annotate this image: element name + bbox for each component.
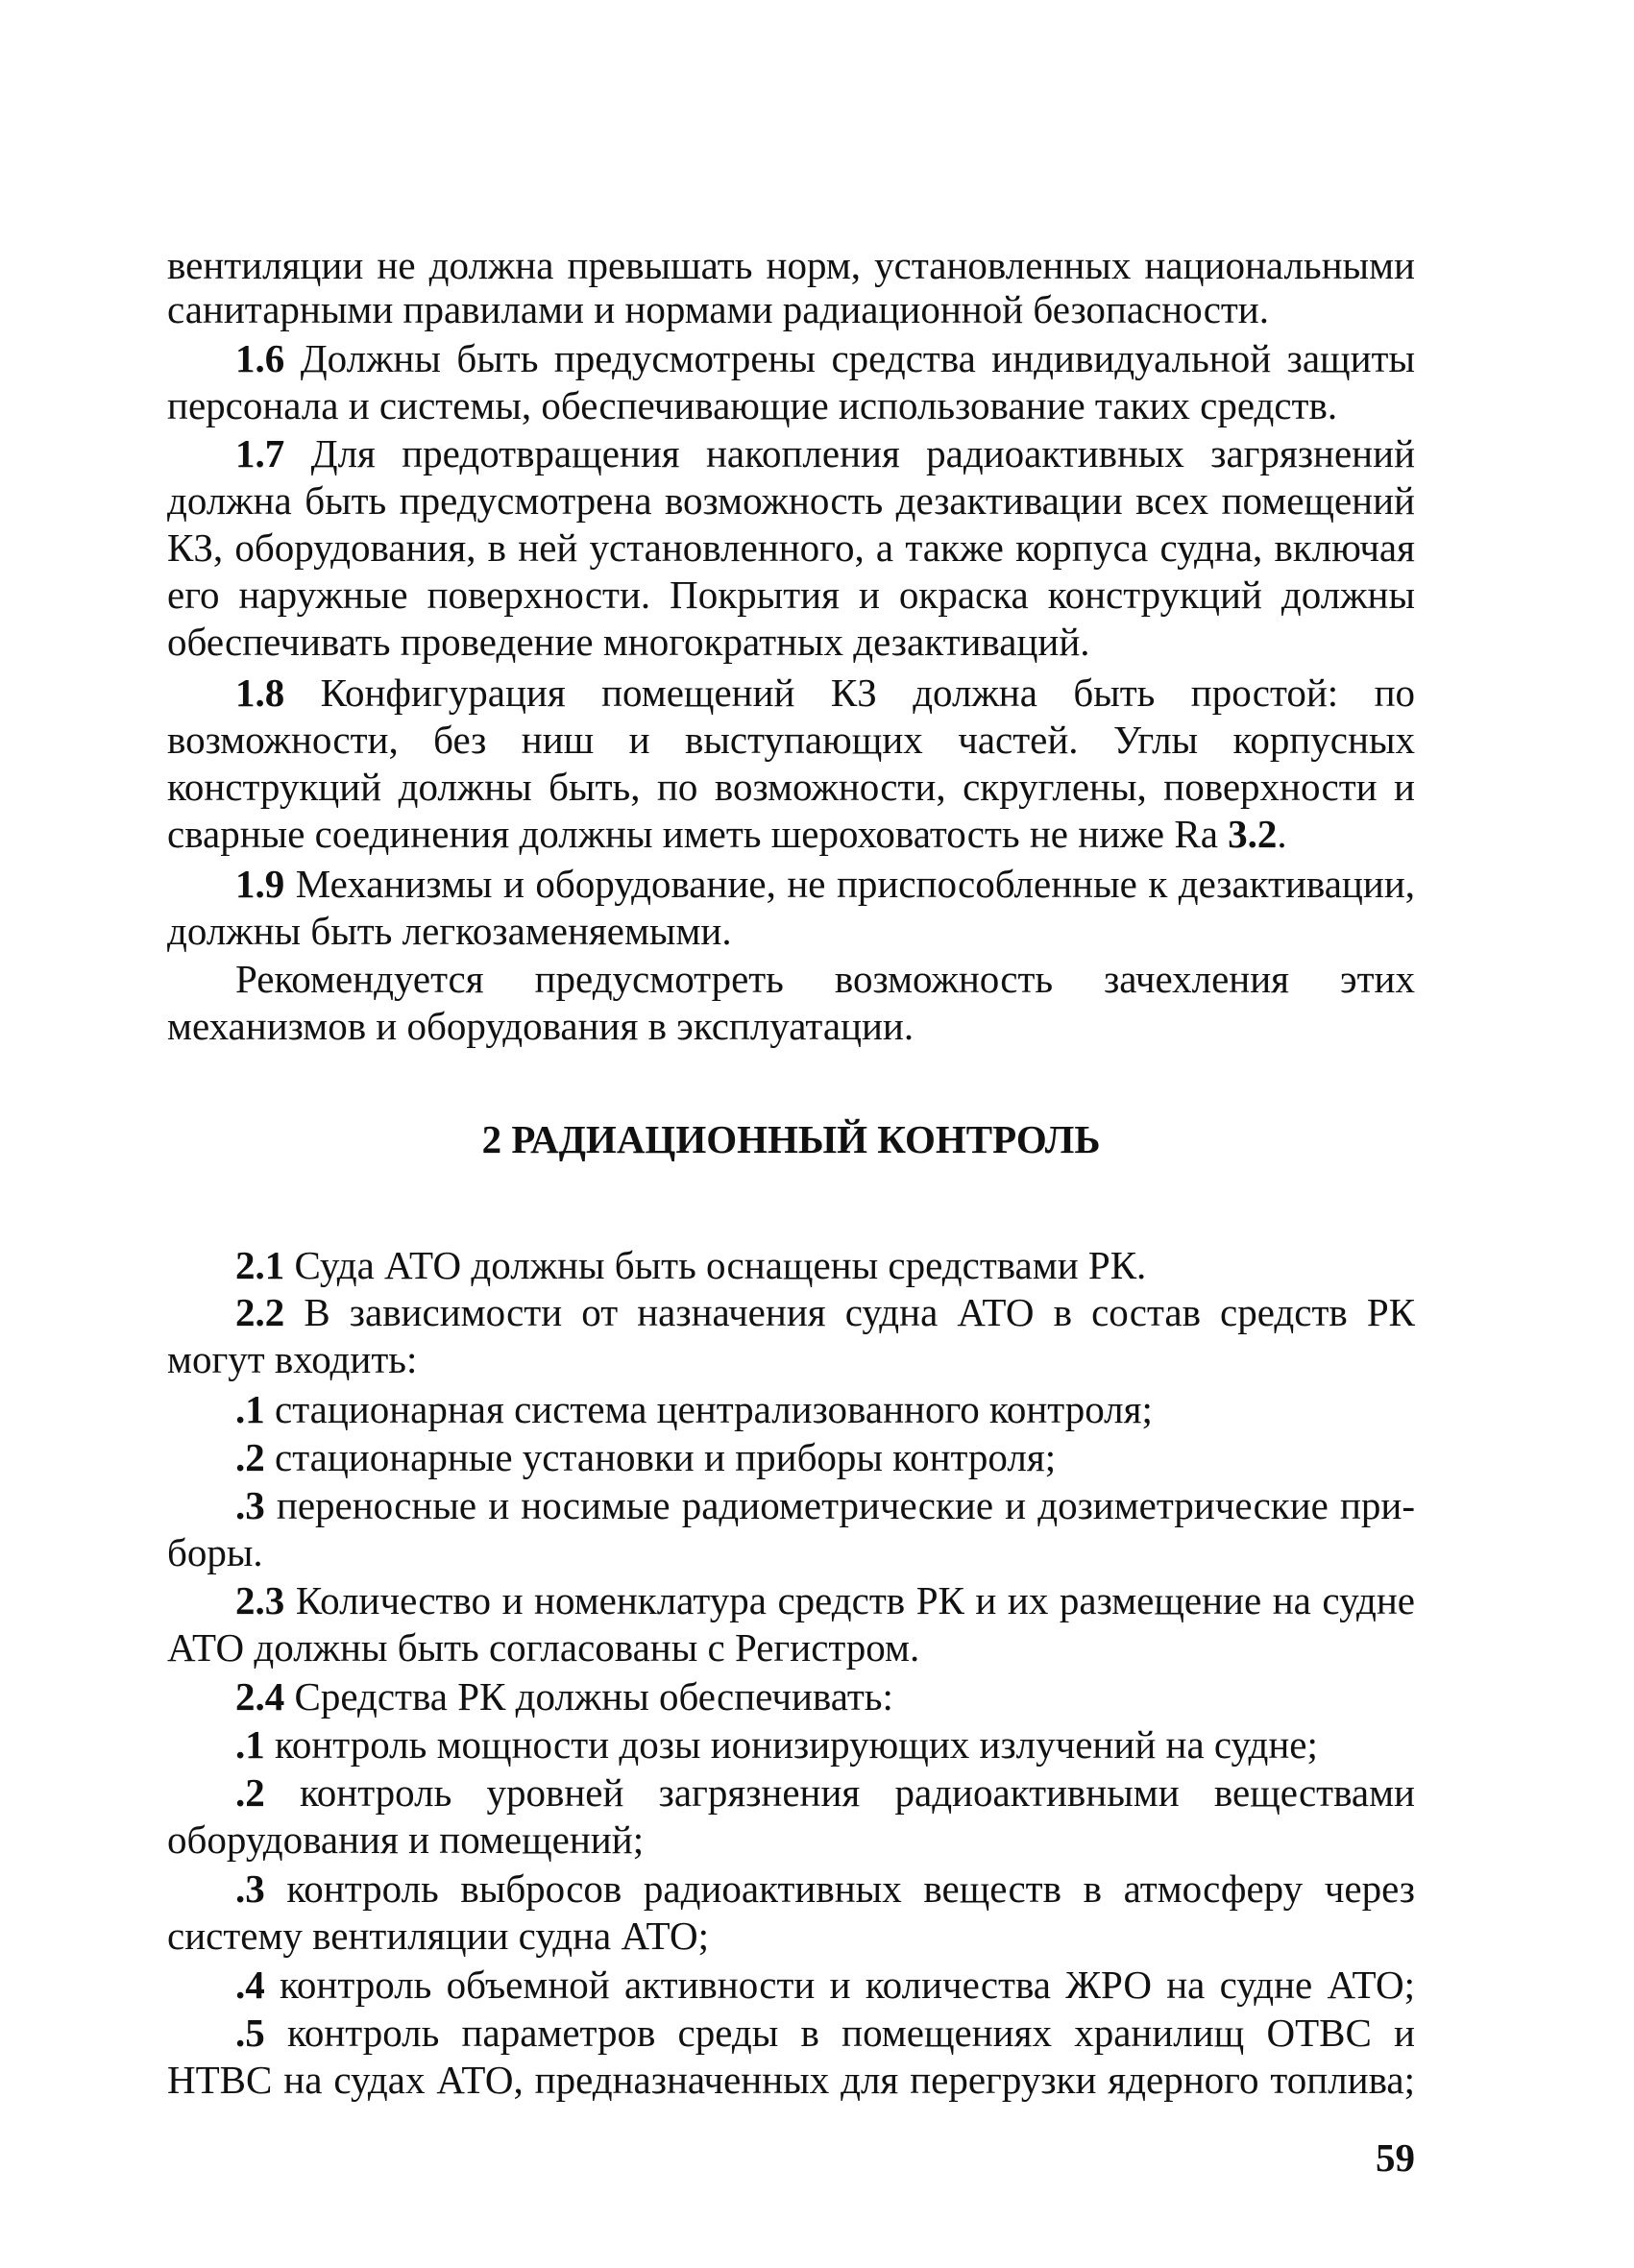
paragraph-line: систему вентиляции судна АТО; [167,1914,709,1958]
clause-number: 2.2 [235,1290,285,1334]
list-item: .1 стационарная система централизованного контроля; [235,1387,1153,1431]
paragraph-line: сварные соединения должны иметь шероховатость не ниже Ra 3.2. [167,812,1287,856]
paragraph-line: вентиляции не должна превышать норм, установленных национальными [167,243,1415,287]
list-item: .1 контроль мощности дозы ионизирующих излучений на судне; [235,1722,1318,1767]
paragraph-line: возможности, без ниш и выступающих частей. Углы корпусных [167,718,1415,762]
paragraph-2-2: 2.2 В зависимости от назначения судна АТО в состав средств РК [235,1290,1415,1334]
paragraph-line: конструкций должны быть, по возможности, скруглены, поверхности и [167,765,1415,809]
paragraph-line: обеспечивать проведение многократных дезактиваций. [167,620,1090,664]
item-number: .3 [235,1866,265,1911]
paragraph-1-9: 1.9 Механизмы и оборудование, не приспособленные к дезактивации, [235,862,1416,906]
item-number: .3 [235,1483,265,1527]
list-item: .2 контроль уровней загрязнения радиоактивными веществами [235,1770,1415,1815]
paragraph-1-8: 1.8 Конфигурация помещений КЗ должна быть простой: по [235,671,1416,715]
clause-number: 1.8 [235,671,285,715]
section-heading: 2 РАДИАЦИОННЫЙ КОНТРОЛЬ [481,1117,1101,1161]
paragraph-1-6: 1.6 Должны быть предусмотрены средства индивидуальной защиты [235,336,1416,380]
paragraph-line: механизмов и оборудования в эксплуатации. [167,1004,915,1048]
list-item: .3 переносные и носимые радиометрические и дозиметрические при- [235,1483,1415,1527]
clause-number: 1.6 [235,336,285,380]
list-item: .2 стационарные установки и приборы контроля; [235,1435,1057,1479]
list-item: .3 контроль выбросов радиоактивных веществ в атмосферу через [235,1866,1415,1911]
clause-number: 1.9 [235,862,285,906]
item-number: .4 [235,1963,265,2007]
paragraph-line: должны быть легкозаменяемыми. [167,909,732,953]
list-item: .5 контроль параметров среды в помещениях хранилищ ОТВС и [235,2011,1416,2055]
recommendation-paragraph: Рекомендуется предусмотреть возможность зачехления этих [235,957,1415,1001]
item-number: .5 [235,2011,265,2055]
paragraph-line: боры. [167,1530,263,1574]
clause-number: 1.7 [235,431,285,476]
paragraph-line: персонала и системы, обеспечивающие использование таких средств. [167,383,1338,427]
item-number: .1 [235,1722,265,1767]
paragraph-2-3: 2.3 Количество и номенклатура средств РК и их размещение на судне [235,1578,1416,1622]
paragraph-line: АТО должны быть согласованы с Регистром. [167,1625,920,1670]
paragraph-2-1: 2.1 Суда АТО должны быть оснащены средствами РК. [235,1243,1147,1287]
paragraph-line: должна быть предусмотрена возможность дезактивации всех помещений [167,478,1415,523]
paragraph-line: могут входить: [167,1337,418,1381]
paragraph-line: НТВС на судах АТО, предназначенных для перегрузки ядерного топлива; [167,2058,1415,2102]
paragraph-1-7: 1.7 Для предотвращения накопления радиоактивных загрязнений [235,431,1416,476]
page-number: 59 [1376,2135,1415,2180]
item-number: .2 [235,1435,265,1479]
clause-number: 2.1 [235,1243,285,1287]
clause-number: 2.3 [235,1578,285,1622]
paragraph-line: КЗ, оборудования, в ней установленного, а также корпуса судна, включая [167,525,1415,570]
paragraph-line: оборудования и помещений; [167,1817,645,1862]
paragraph-2-4: 2.4 Средства РК должны обеспечивать: [235,1674,893,1719]
paragraph-line: его наружные поверхности. Покрытия и окраска конструкций должны [167,573,1415,617]
item-number: .2 [235,1770,265,1815]
item-number: .1 [235,1387,265,1431]
clause-number: 2.4 [235,1674,285,1719]
paragraph-line: санитарными правилами и нормами радиационной безопасности. [167,287,1269,331]
list-item: .4 контроль объемной активности и количества ЖРО на судне АТО; [235,1963,1415,2007]
